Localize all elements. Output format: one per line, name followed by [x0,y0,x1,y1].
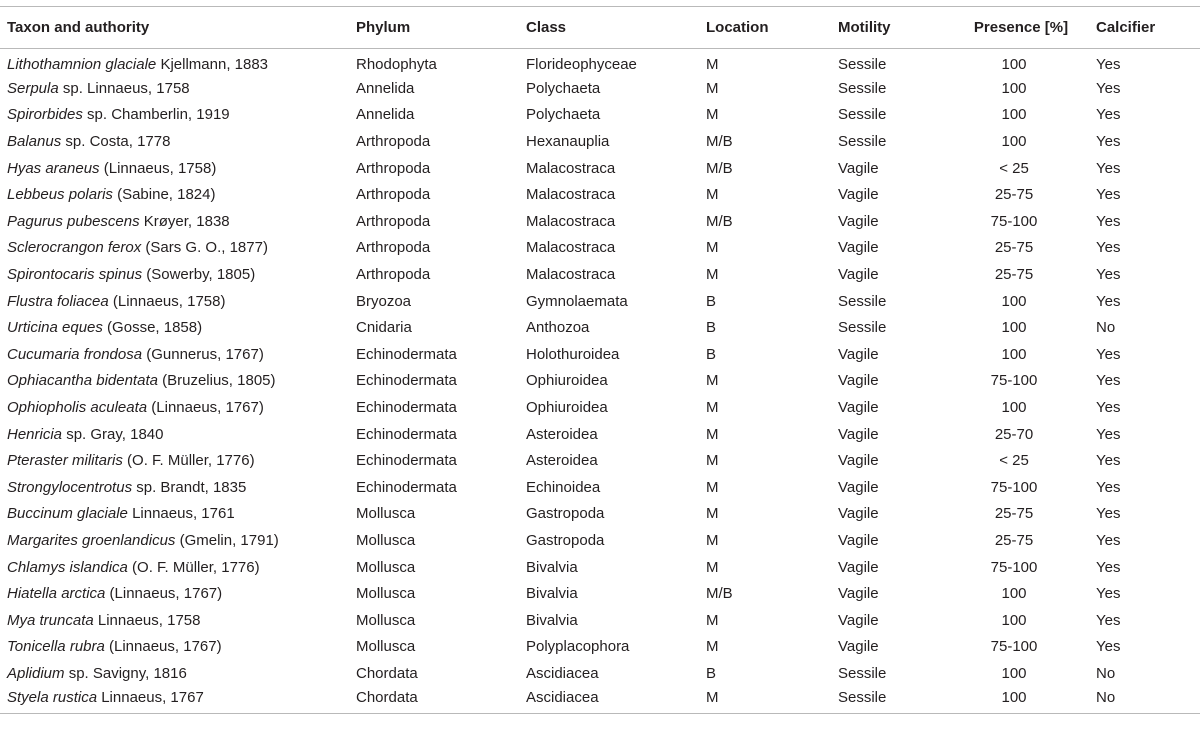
taxon-authority: (Gosse, 1858) [102,319,203,337]
cell-taxon [0,128,349,155]
cell-phylum: Mollusca [356,531,416,549]
cell-presence: 100 [1001,106,1027,124]
cell-class: Gymnolaemata [526,292,628,310]
cell-phylum: Chordata [356,664,418,682]
cell-motility: Sessile [838,319,887,337]
header-class: Class [519,7,699,49]
cell-presence: 25-75 [994,186,1034,204]
cell-calcifier: Yes [1096,133,1121,151]
cell-location: M [706,239,719,257]
cell-calcifier: Yes [1096,239,1121,257]
cell-location: M [706,611,719,629]
taxon-name: Tonicella rubra [7,638,105,656]
taxon-authority: sp. Savigny, 1816 [64,664,187,682]
cell-taxon [0,208,349,235]
cell-phylum: Echinodermata [356,452,457,470]
cell-calcifier: Yes [1096,558,1121,576]
taxon-name: Buccinum glaciale [7,505,128,523]
cell-presence: 75-100 [990,478,1038,496]
taxon-authority: (Linnaeus, 1758) [108,292,226,310]
table-row [0,314,1200,341]
table-row [0,128,1200,155]
cell-calcifier: Yes [1096,55,1121,73]
header-motility: Motility [831,7,939,49]
taxon-authority: (Gunnerus, 1767) [142,345,264,363]
cell-taxon [0,394,349,421]
taxon-authority: Kjellmann, 1883 [156,55,269,73]
cell-location: M/B [706,212,733,230]
taxon-name: Ophiopholis aculeata [7,399,148,417]
taxon-authority: sp. Chamberlin, 1919 [82,106,230,124]
cell-calcifier: Yes [1096,79,1121,97]
cell-class: Ophiuroidea [526,399,608,417]
cell-calcifier: No [1096,319,1116,337]
table-row [0,155,1200,182]
cell-taxon [0,261,349,288]
cell-presence: 100 [1001,664,1027,682]
taxon-authority: (O. F. Müller, 1776) [127,558,260,576]
cell-phylum: Arthropoda [356,159,431,177]
taxon-name: Chlamys islandica [7,558,128,576]
table-row [0,474,1200,501]
cell-calcifier: Yes [1096,452,1121,470]
cell-class: Bivalvia [526,585,578,603]
taxon-name: Cucumaria frondosa [7,345,143,363]
taxon-authority: sp. Costa, 1778 [61,133,171,151]
cell-taxon [0,75,349,102]
header-presence-label: Presence [%] [973,19,1069,36]
taxon-authority: Krøyer, 1838 [139,212,230,230]
cell-phylum: Mollusca [356,558,416,576]
cell-calcifier: Yes [1096,345,1121,363]
cell-phylum: Echinodermata [356,399,457,417]
cell-location: M [706,478,719,496]
cell-motility: Vagile [838,558,879,576]
cell-motility: Vagile [838,478,879,496]
taxon-authority: sp. Gray, 1840 [62,425,164,443]
cell-presence: 100 [1001,133,1027,151]
header-row [0,7,1200,49]
cell-class: Malacostraca [526,239,616,257]
cell-location: M [706,531,719,549]
cell-motility: Vagile [838,505,879,523]
cell-class: Malacostraca [526,186,616,204]
table-row [0,261,1200,288]
cell-motility: Vagile [838,345,879,363]
cell-taxon [0,474,349,501]
cell-motility: Sessile [831,687,939,714]
table-row [0,235,1200,262]
cell-class: Polyplacophora [526,638,630,656]
table-row [0,394,1200,421]
table-row [0,368,1200,395]
cell-taxon [0,235,349,262]
cell-motility: Vagile [838,266,879,284]
taxon-authority: (Linnaeus, 1767) [147,399,264,417]
cell-presence: 25-75 [994,266,1034,284]
taxon-name: Ophiacantha bidentata [7,372,158,390]
cell-calcifier: Yes [1096,292,1121,310]
cell-motility: Sessile [838,292,887,310]
cell-motility: Vagile [838,159,879,177]
table-row [0,75,1200,102]
cell-phylum: Cnidaria [356,319,412,337]
cell-presence: 75-100 [990,372,1038,390]
taxon-authority: (Sars G. O., 1877) [141,239,268,257]
header-phylum: Phylum [349,7,519,49]
cell-calcifier: No [1089,687,1200,714]
cell-phylum: Echinodermata [356,425,457,443]
cell-calcifier: Yes [1096,186,1121,204]
cell-motility: Vagile [838,452,879,470]
cell-taxon [0,314,349,341]
cell-location: M [706,186,719,204]
taxon-name: Henricia [7,425,63,443]
cell-motility: Sessile [838,106,887,124]
cell-calcifier: Yes [1096,531,1121,549]
cell-calcifier: Yes [1096,585,1121,603]
taxon-name: Margarites groenlandicus [7,531,176,549]
cell-presence: 25-70 [994,425,1034,443]
cell-phylum: Arthropoda [356,212,431,230]
cell-presence: < 25 [999,452,1029,470]
cell-motility: Vagile [838,531,879,549]
cell-motility: Sessile [838,55,887,73]
taxon-name: Mya truncata [7,611,94,629]
cell-phylum: Echinodermata [356,478,457,496]
table-row [0,447,1200,474]
cell-phylum: Mollusca [356,638,416,656]
cell-phylum: Mollusca [356,585,416,603]
taxon-authority: (O. F. Müller, 1776) [122,452,255,470]
cell-presence: 25-75 [994,239,1034,257]
cell-calcifier: Yes [1096,372,1121,390]
cell-motility: Vagile [838,611,879,629]
taxon-authority: (Sowerby, 1805) [142,266,256,284]
cell-location: M [706,399,719,417]
cell-calcifier: Yes [1096,106,1121,124]
cell-location: M [706,106,719,124]
cell-class: Polychaeta [526,79,601,97]
cell-taxon [0,341,349,368]
cell-phylum: Arthropoda [356,133,431,151]
cell-class: Hexanauplia [526,133,610,151]
cell-class: Ascidiacea [519,687,699,714]
cell-phylum: Chordata [349,687,519,714]
cell-phylum: Annelida [356,106,415,124]
taxon-name: Aplidium [7,664,65,682]
cell-phylum: Arthropoda [356,266,431,284]
taxon-authority: (Sabine, 1824) [112,186,216,204]
taxon-name: Strongylocentrotus [7,478,133,496]
cell-phylum: Arthropoda [356,186,431,204]
cell-motility: Vagile [838,212,879,230]
cell-class: Anthozoa [526,319,590,337]
cell-motility: Sessile [838,133,887,151]
taxon-name: Balanus [7,133,62,151]
taxon-name: Urticina eques [7,319,103,337]
table-row [0,580,1200,607]
taxon-name: Pagurus pubescens [7,212,140,230]
table-row [0,687,1200,714]
table-row [0,501,1200,528]
taxon-authority: (Linnaeus, 1767) [104,638,222,656]
cell-phylum: Annelida [356,79,415,97]
cell-presence: 100 [1001,611,1027,629]
cell-class: Holothuroidea [526,345,620,363]
cell-phylum: Mollusca [356,611,416,629]
cell-class: Florideophyceae [526,55,637,73]
cell-taxon [0,102,349,129]
cell-presence: 100 [1001,585,1027,603]
taxon-name: Lithothamnion glaciale [7,55,157,73]
cell-presence: 100 [1001,399,1027,417]
cell-location: M/B [706,585,733,603]
cell-presence: < 25 [999,159,1029,177]
cell-location: M [706,558,719,576]
cell-location: B [706,319,717,337]
header-location: Location [699,7,831,49]
cell-taxon [0,181,349,208]
taxon-name: Pteraster militaris [7,452,123,470]
taxon-name: Flustra foliacea [7,292,109,310]
taxa-table-container [0,6,1200,714]
cell-class: Malacostraca [526,212,616,230]
cell-phylum: Rhodophyta [356,55,437,73]
taxon-authority: (Linnaeus, 1758) [99,159,217,177]
cell-phylum: Arthropoda [356,239,431,257]
taxon-authority: Linnaeus, 1761 [127,505,235,523]
cell-class: Asteroidea [526,452,598,470]
cell-calcifier: Yes [1096,399,1121,417]
taxon-authority: Linnaeus, 1758 [93,611,201,629]
cell-location: M [706,452,719,470]
cell-motility: Sessile [838,79,887,97]
cell-motility: Vagile [838,638,879,656]
cell-class: Bivalvia [526,611,578,629]
cell-location: M [706,372,719,390]
cell-location: B [706,292,717,310]
cell-class: Echinoidea [526,478,601,496]
table-row [0,102,1200,129]
cell-presence: 100 [1001,319,1027,337]
cell-location: M [706,55,719,73]
cell-class: Gastropoda [526,531,605,549]
taxon-name: Styela rustica [7,689,98,707]
cell-presence: 75-100 [990,212,1038,230]
cell-location: M [706,266,719,284]
cell-presence: 25-75 [994,505,1034,523]
cell-class: Polychaeta [526,106,601,124]
cell-presence: 100 [939,687,1089,714]
table-row [0,554,1200,581]
cell-presence: 25-75 [994,531,1034,549]
cell-presence: 75-100 [990,558,1038,576]
table-body [0,49,1200,714]
taxon-authority: Linnaeus, 1767 [97,689,204,707]
cell-calcifier: Yes [1096,638,1121,656]
cell-location: M [706,505,719,523]
table-row [0,660,1200,687]
cell-taxon [0,527,349,554]
cell-calcifier: Yes [1096,611,1121,629]
cell-motility: Sessile [838,664,887,682]
cell-location: M [706,79,719,97]
cell-phylum: Bryozoa [356,292,412,310]
cell-phylum: Mollusca [356,505,416,523]
cell-location: M [706,638,719,656]
cell-class: Bivalvia [526,558,578,576]
cell-class: Malacostraca [526,266,616,284]
cell-presence: 75-100 [990,638,1038,656]
table-row [0,341,1200,368]
cell-class: Asteroidea [526,425,598,443]
cell-motility: Vagile [838,372,879,390]
cell-calcifier: Yes [1096,212,1121,230]
table-row [0,607,1200,634]
cell-taxon [0,634,349,661]
cell-taxon [0,501,349,528]
cell-location: B [706,345,717,363]
cell-phylum: Echinodermata [356,345,457,363]
cell-taxon [0,660,349,687]
taxon-name: Sclerocrangon ferox [7,239,142,257]
cell-taxon [0,607,349,634]
taxon-name: Hiatella arctica [7,585,106,603]
cell-location: M [706,425,719,443]
cell-calcifier: Yes [1096,505,1121,523]
table-row [0,634,1200,661]
table-row [0,49,1200,76]
cell-class: Gastropoda [526,505,605,523]
table-header [0,7,1200,49]
cell-taxon [0,49,349,76]
cell-location: M [699,687,831,714]
cell-taxon [0,155,349,182]
cell-calcifier: Yes [1096,425,1121,443]
taxa-table [0,6,1200,714]
cell-location: B [706,664,717,682]
cell-presence: 100 [1001,292,1027,310]
cell-class: Ophiuroidea [526,372,608,390]
cell-presence: 100 [1001,55,1027,73]
cell-taxon [0,288,349,315]
header-presence [939,7,1089,49]
cell-taxon [0,554,349,581]
cell-taxon [0,687,349,714]
cell-motility: Vagile [838,425,879,443]
cell-taxon [0,421,349,448]
cell-phylum: Echinodermata [356,372,457,390]
cell-class: Malacostraca [526,159,616,177]
table-row [0,421,1200,448]
taxon-name: Serpula [7,79,59,97]
taxon-name: Spirontocaris spinus [7,266,143,284]
taxon-authority: sp. Brandt, 1835 [132,478,247,496]
cell-calcifier: Yes [1096,266,1121,284]
cell-taxon [0,368,349,395]
cell-class: Ascidiacea [526,664,599,682]
taxon-authority: (Gmelin, 1791) [175,531,279,549]
taxon-name: Lebbeus polaris [7,186,113,204]
cell-location: M/B [706,159,733,177]
cell-motility: Vagile [838,399,879,417]
cell-motility: Vagile [838,186,879,204]
cell-motility: Vagile [838,239,879,257]
taxon-name: Hyas araneus [7,159,100,177]
taxon-authority: (Bruzelius, 1805) [157,372,276,390]
cell-calcifier: Yes [1096,159,1121,177]
taxon-name: Spirorbides [7,106,83,124]
table-row [0,527,1200,554]
taxon-authority: (Linnaeus, 1767) [105,585,223,603]
table-row [0,208,1200,235]
cell-motility: Vagile [838,585,879,603]
cell-presence: 100 [1001,79,1027,97]
table-row [0,288,1200,315]
table-row [0,181,1200,208]
cell-calcifier: Yes [1096,478,1121,496]
cell-calcifier: No [1096,664,1116,682]
cell-location: M/B [706,133,733,151]
cell-taxon [0,580,349,607]
cell-presence: 100 [1001,345,1027,363]
taxon-authority: sp. Linnaeus, 1758 [58,79,190,97]
header-taxon: Taxon and authority [0,7,349,49]
cell-taxon [0,447,349,474]
header-calcifier: Calcifier [1089,7,1200,49]
